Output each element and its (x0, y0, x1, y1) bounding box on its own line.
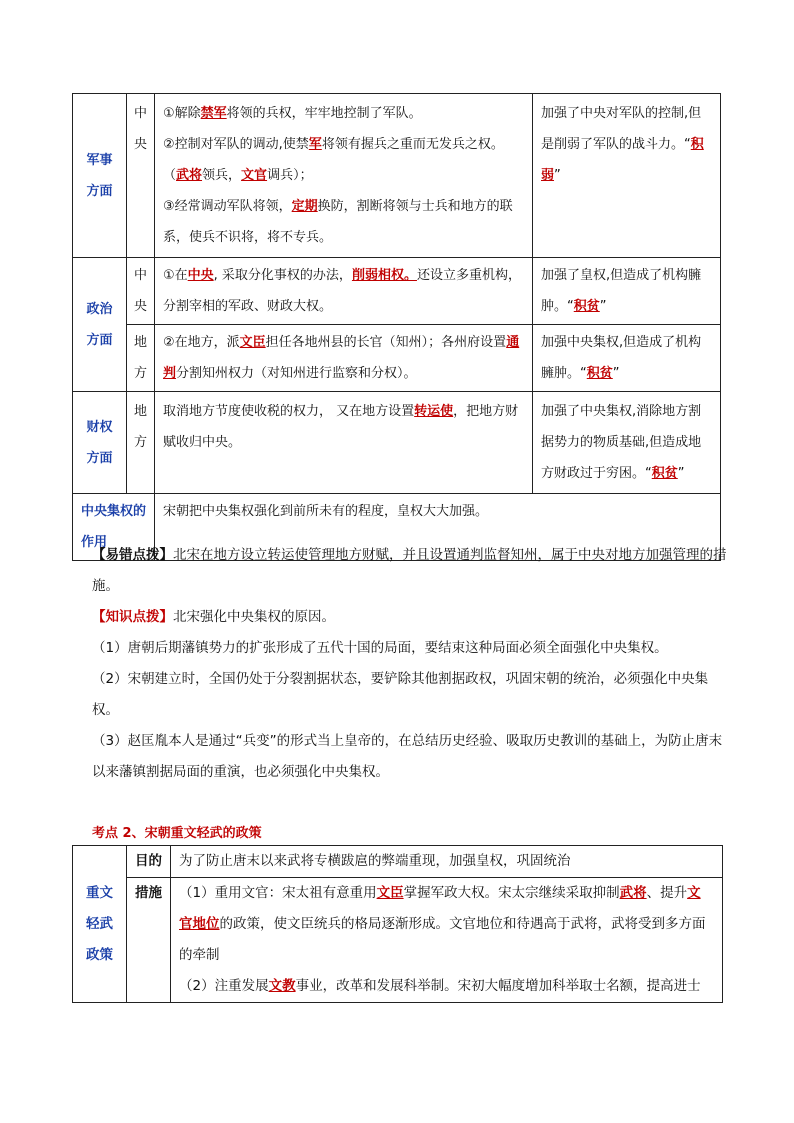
reason-1: （1）唐朝后期藩镇势力的扩张形成了五代十国的局面，要结束这种局面必须全面强化中央集权。 (92, 640, 668, 656)
notes-section (92, 540, 732, 788)
political-local-effect: 加强中央集权,但造成了机构臃肿。“积贫” (533, 325, 721, 392)
sub-central: 中央 (127, 94, 155, 258)
goal-text: 为了防止唐末以来武将专横跋扈的弊端重现，加强皇权，巩固统治 (171, 846, 723, 878)
category-political: 政治方面 (73, 258, 127, 392)
table-row (73, 325, 721, 392)
sub-central: 中央 (127, 258, 155, 325)
table-row (73, 392, 721, 494)
table-row (73, 846, 723, 878)
political-central-content: ①在中央, 采取分化事权的办法，削弱相权。还设立多重机构，分割宰相的军政、财政大权。 (155, 258, 533, 325)
table-row (73, 258, 721, 325)
policy-table (72, 845, 723, 1003)
reason-2: （2）宋朝建立时，全国仍处于分裂割据状态，要铲除其他割据政权，巩固宋朝的统治，必须强化中央集权。 (92, 671, 709, 718)
measure-text: （1）重用文官：宋太祖有意重用文臣掌握军政大权。宋太宗继续采取抑制武将、提升文官地位的政策，使文臣统兵的格局逐渐形成。文官地位和待遇高于武将，武将受到多方面的牵制 （2）注重发展文教事业，改革和发展科举制。宋初大幅度增加科举取士名额，提高进士 (171, 878, 723, 1003)
military-content: ①解除禁军将领的兵权，牢牢地控制了军队。 ②控制对军队的调动,使禁军将领有握兵之重而无发兵之权。 （武将领兵，文官调兵）； ③经常调动军队将领，定期换防，割断将领与士兵和地方的联系，使兵不识将，将不专兵。 (155, 94, 533, 258)
category-financial: 财权方面 (73, 392, 127, 494)
financial-content: 取消地方节度使收税的权力， 又在地方设置转运使，把地方财赋收归中央。 (155, 392, 533, 494)
role-content: 宋朝把中央集权强化到前所未有的程度，皇权大大加强。 (155, 494, 721, 561)
sub-local: 地方 (127, 325, 155, 392)
political-central-effect: 加强了皇权,但造成了机构臃肿。“积贫” (533, 258, 721, 325)
financial-effect: 加强了中央集权,消除地方割据势力的物质基础,但造成地方财政过于穷困。“积贫” (533, 392, 721, 494)
military-effect: 加强了中央对军队的控制,但是削弱了军队的战斗力。“积弱” (533, 94, 721, 258)
table-row (73, 878, 723, 1003)
category-role: 中央集权的作用 (73, 494, 155, 561)
zhishi-note: 【知识点拨】北宋强化中央集权的原因。 (92, 609, 335, 625)
sub-local: 地方 (127, 392, 155, 494)
yicuo-note: 【易错点拨】北宋在地方设立转运使管理地方财赋，并且设置通判监督知州，属于中央对地方加强管理的措施。 (92, 547, 727, 594)
measure-label: 措施 (127, 878, 171, 1003)
category-policy: 重文轻武政策 (73, 846, 127, 1003)
goal-label: 目的 (127, 846, 171, 878)
category-military: 军事方面 (73, 94, 127, 258)
political-local-content: ②在地方，派文臣担任各地州县的长官（知州）；各州府设置通判分割知州权力（对知州进行监察和分权）。 (155, 325, 533, 392)
reason-3: （3）赵匡胤本人是通过“兵变”的形式当上皇帝的，在总结历史经验、吸取历史教训的基础上，为防止唐末以来藩镇割据局面的重演，也必须强化中央集权。 (92, 733, 723, 780)
centralization-table (72, 93, 721, 561)
table-row (73, 94, 721, 258)
section-title: 考点 2、宋朝重文轻武的政策 (92, 826, 262, 841)
